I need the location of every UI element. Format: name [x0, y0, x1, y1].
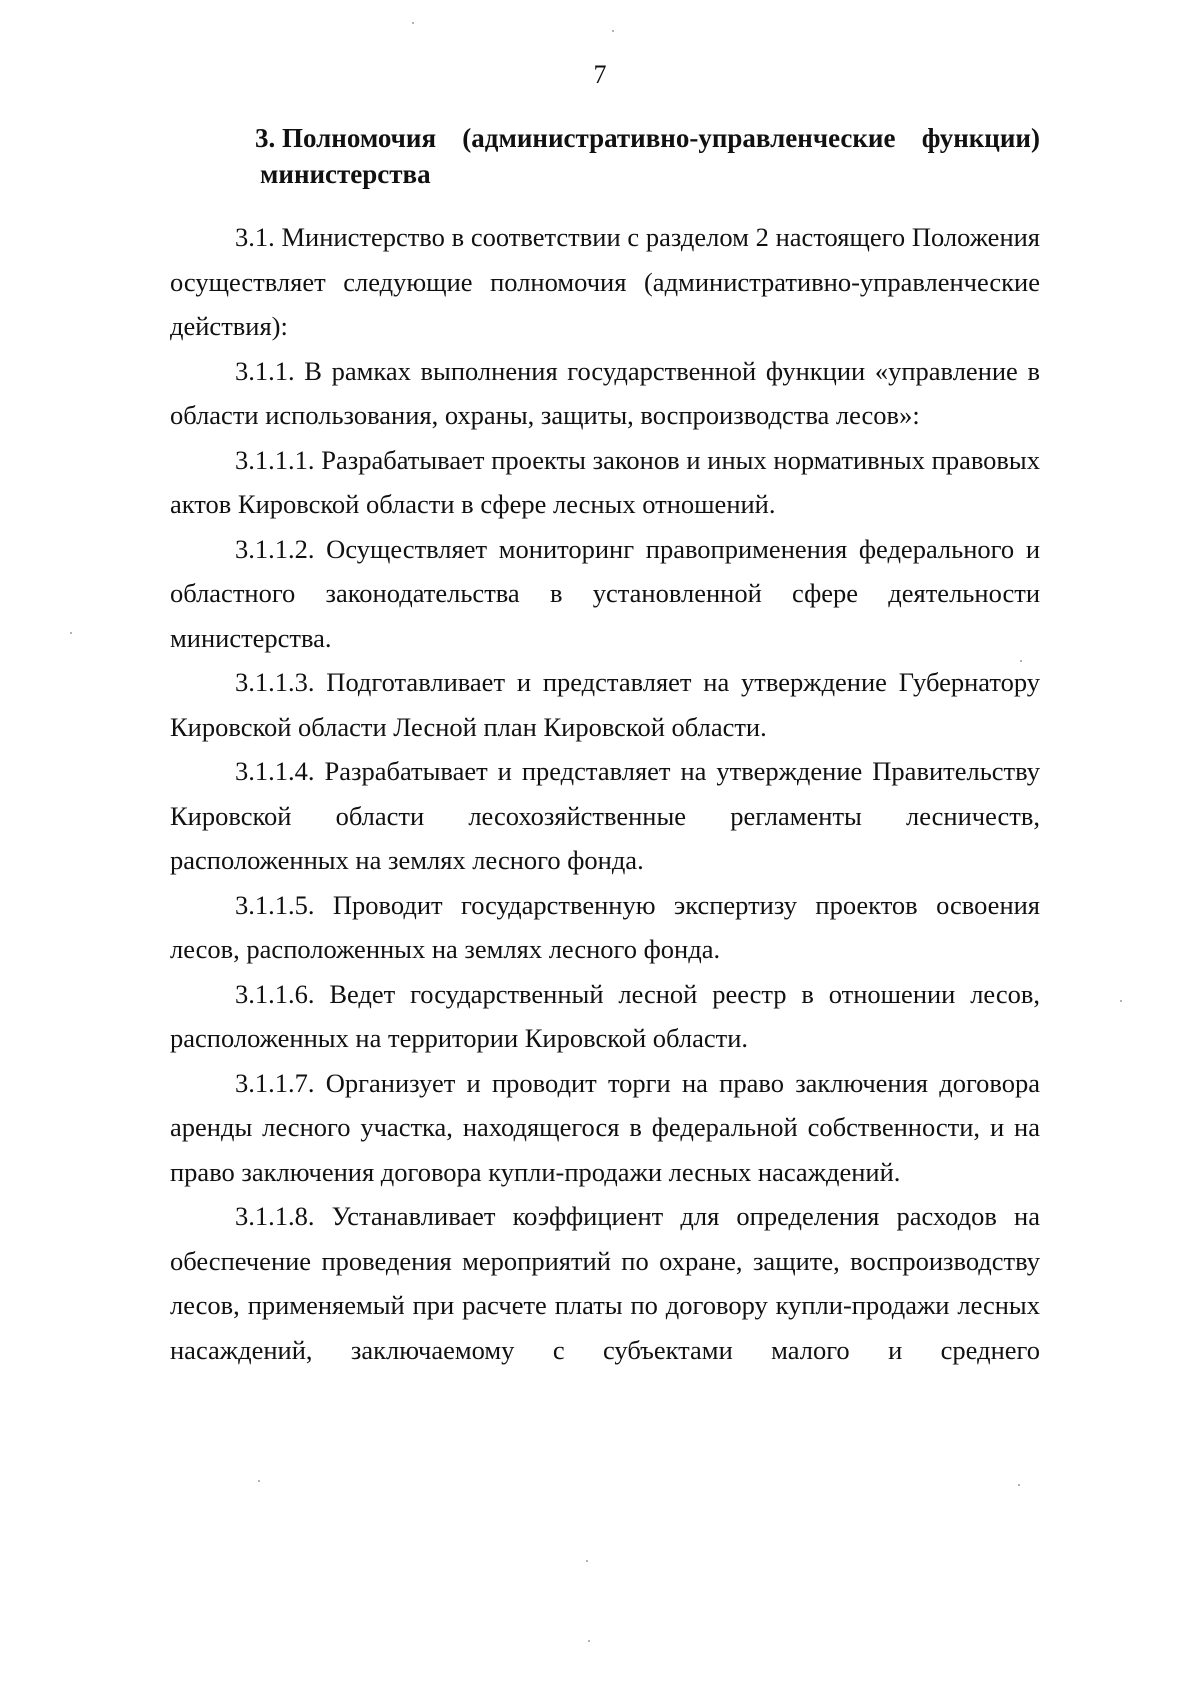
scan-speck [588, 1640, 590, 1642]
scan-speck [70, 632, 72, 634]
section-heading-line-1 [255, 120, 1040, 156]
section-heading-number: 3. [255, 123, 276, 153]
paragraph-3-1-1-3: 3.1.1.3. Подготавливает и представляет на утверждение Губернатору Кировской области Лесной план Кировской области. [170, 667, 1040, 742]
section-heading-title [255, 120, 436, 156]
paragraph-3-1-1-5: 3.1.1.5. Проводит государственную экспертизу проектов освоения лесов, расположенных на землях лесного фонда. [170, 889, 1040, 964]
section-heading-word-3: функции) [921, 123, 1040, 153]
paragraph-3-1-1: 3.1.1. В рамках выполнения государственной функции «управление в области использования, охраны, защиты, воспроизводства лесов»: [170, 355, 1040, 430]
paragraph-3-1-1-2: 3.1.1.2. Осуществляет мониторинг правоприменения федерального и областного законодательства в установленной сфере деятельности министерства. [170, 533, 1040, 653]
paragraph-3-1: 3.1. Министерство в соответствии с разделом 2 настоящего Положения осуществляет следующие полномочия (административно-управленческие действия): [170, 222, 1040, 341]
scan-speck [258, 1480, 260, 1482]
paragraph-3-1-1-6: 3.1.1.6. Ведет государственный лесной реестр в отношении лесов, расположенных на территории Кировской области. [170, 978, 1040, 1053]
section-heading-word-1: Полномочия [282, 123, 437, 153]
paragraph-3-1-1-4: 3.1.1.4. Разрабатывает и представляет на утверждение Правительству Кировской области лесохозяйственные регламенты лесничеств, расположенных на землях лесного фонда. [170, 756, 1040, 875]
scan-speck [612, 30, 614, 32]
paragraph-3-1-1-1: 3.1.1.1. Разрабатывает проекты законов и иных нормативных правовых актов Кировской области в сфере лесных отношений. [170, 444, 1040, 519]
scan-speck [1120, 1000, 1122, 1002]
page-number: 7 [593, 60, 607, 89]
paragraph-3-1-1-7: 3.1.1.7. Организует и проводит торги на право заключения договора аренды лесного участка, находящегося в федеральной собственности, и на право заключения договора купли-продажи лесных насаждений. [170, 1067, 1040, 1187]
section-heading-word-2: (административно-управленческие [462, 123, 896, 153]
scan-speck [1018, 1484, 1020, 1486]
scan-speck [586, 1560, 588, 1562]
section-heading-line-2: министерства [260, 159, 431, 189]
document-body [170, 215, 1040, 1372]
paragraph-3-1-1-8: 3.1.1.8. Устанавливает коэффициент для определения расходов на обеспечение проведения мероприятий по охране, защите, воспроизводству лесов, применяемый при расчете платы по договору купли-продажи лесных насаждений, заключаемому с субъектами малого и среднего [170, 1201, 1040, 1365]
scan-speck [412, 22, 414, 24]
scan-speck [1020, 660, 1022, 662]
section-heading [255, 120, 1040, 192]
